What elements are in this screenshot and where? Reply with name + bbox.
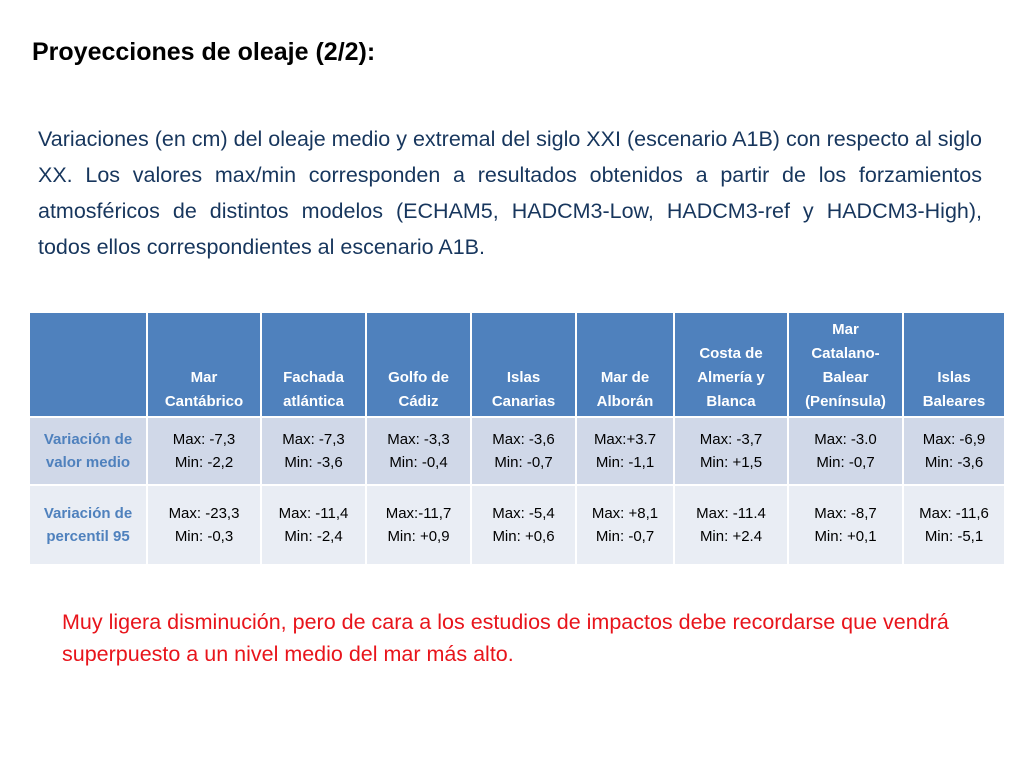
column-header-line: Mar <box>190 369 218 386</box>
cell-max: Max: -3,7 <box>699 431 763 448</box>
cell-max: Max: -23,3 <box>168 505 240 522</box>
conclusion-note: Muy ligera disminución, pero de cara a los estudios de impactos debe recordarse que vendrá superpuesto a un nivel medio del mar más alto. <box>62 610 949 666</box>
cell-min: Min: +0,9 <box>387 528 450 545</box>
column-header-line: atlántica <box>283 393 344 410</box>
table-cell <box>367 418 470 484</box>
table-cell <box>577 486 673 564</box>
cell-max: Max: +8,1 <box>591 505 659 522</box>
row-header-line: valor medio <box>45 454 131 471</box>
column-header-line: Golfo de <box>388 369 449 386</box>
row-header-line: Variación de <box>43 505 133 522</box>
cell-max: Max: -7,3 <box>282 431 345 448</box>
column-header-line: Blanca <box>706 393 756 410</box>
column-header-line: Costa de <box>699 345 763 362</box>
table-row-mean-variation <box>30 418 1004 484</box>
cell-min: Min: -0,7 <box>816 454 875 471</box>
column-header-line: Canarias <box>491 393 556 410</box>
table-cell <box>789 486 902 564</box>
cell-min: Min: +0,6 <box>492 528 555 545</box>
column-header-line: Balear <box>822 369 869 386</box>
intro-paragraph: Variaciones (en cm) del oleaje medio y extremal del siglo XXI (escenario A1B) con respecto al siglo XX. Los valores max/min corresponden a resultados obtenidos a partir de los forzamientos atmosféricos de distintos modelos (ECHAM5, HADCM3-Low, HADCM3-ref y HADCM3-High), todos ellos correspondientes al escenario A1B. <box>38 127 982 259</box>
cell-max: Max:-11,7 <box>385 505 452 522</box>
table-cell <box>262 486 365 564</box>
cell-min: Min: -0,7 <box>595 528 655 545</box>
column-header-line: Mar <box>832 321 859 338</box>
row-header-line: Variación de <box>43 431 133 448</box>
column-header-line: Mar de <box>600 369 650 386</box>
table-cell <box>675 418 787 484</box>
cell-max: Max: -3,6 <box>492 431 555 448</box>
table-cell <box>904 418 1004 484</box>
cell-min: Min: +0,1 <box>814 528 877 545</box>
cell-min: Min: -2,2 <box>174 454 234 471</box>
column-header <box>904 313 1004 416</box>
cell-max: Max: -11,4 <box>278 505 349 522</box>
cell-min: Min: -0,4 <box>389 454 448 471</box>
table-cell <box>577 418 673 484</box>
table-cell <box>472 418 575 484</box>
table-corner-cell <box>30 313 146 416</box>
column-header <box>148 313 260 416</box>
column-header-line: Alborán <box>596 393 654 410</box>
cell-min: Min: -2,4 <box>284 528 343 545</box>
cell-max: Max:+3.7 <box>593 431 657 448</box>
cell-max: Max: -11,6 <box>919 505 989 522</box>
column-header-line: Cantábrico <box>164 393 244 410</box>
cell-max: Max: -7,3 <box>172 431 236 448</box>
cell-min: Min: -0,7 <box>494 454 553 471</box>
cell-max: Max: -11.4 <box>696 505 766 522</box>
slide-title: Proyecciones de oleaje (2/2): <box>32 38 376 66</box>
table-cell <box>148 486 260 564</box>
cell-min: Min: +2.4 <box>699 528 763 545</box>
column-header <box>262 313 365 416</box>
table-cell <box>789 418 902 484</box>
cell-min: Min: +1,5 <box>699 454 763 471</box>
cell-min: Min: -3,6 <box>284 454 343 471</box>
column-header <box>675 313 787 416</box>
column-header-line: Cádiz <box>398 393 439 410</box>
table-cell <box>367 486 470 564</box>
column-header <box>577 313 673 416</box>
cell-min: Min: -1,1 <box>595 454 655 471</box>
column-header <box>472 313 575 416</box>
column-header-line: Islas <box>506 369 541 386</box>
cell-min: Min: -5,1 <box>924 528 984 545</box>
cell-max: Max: -3.0 <box>814 431 877 448</box>
row-header-line: percentil 95 <box>46 528 130 545</box>
column-header-line: Islas <box>937 369 971 386</box>
column-header-line: Fachada <box>283 369 344 386</box>
cell-min: Min: -3,6 <box>924 454 984 471</box>
cell-max: Max: -6,9 <box>922 431 986 448</box>
table-header-row <box>30 313 1004 416</box>
table-cell <box>472 486 575 564</box>
column-header-line: (Península) <box>805 393 886 410</box>
row-header <box>30 486 146 564</box>
row-header <box>30 418 146 484</box>
cell-max: Max: -3,3 <box>387 431 450 448</box>
column-header <box>789 313 902 416</box>
cell-max: Max: -5,4 <box>492 505 555 522</box>
cell-max: Max: -8,7 <box>814 505 877 522</box>
column-header <box>367 313 470 416</box>
table-cell <box>262 418 365 484</box>
table-row-p95-variation <box>30 486 1004 564</box>
column-header-line: Catalano- <box>811 345 880 362</box>
cell-min: Min: -0,3 <box>174 528 234 545</box>
wave-variation-table-container <box>28 311 1004 566</box>
table-cell <box>148 418 260 484</box>
table-cell <box>904 486 1004 564</box>
wave-variation-table <box>28 311 1006 566</box>
column-header-line: Almería y <box>697 369 765 386</box>
column-header-line: Baleares <box>922 393 986 410</box>
table-cell <box>675 486 787 564</box>
